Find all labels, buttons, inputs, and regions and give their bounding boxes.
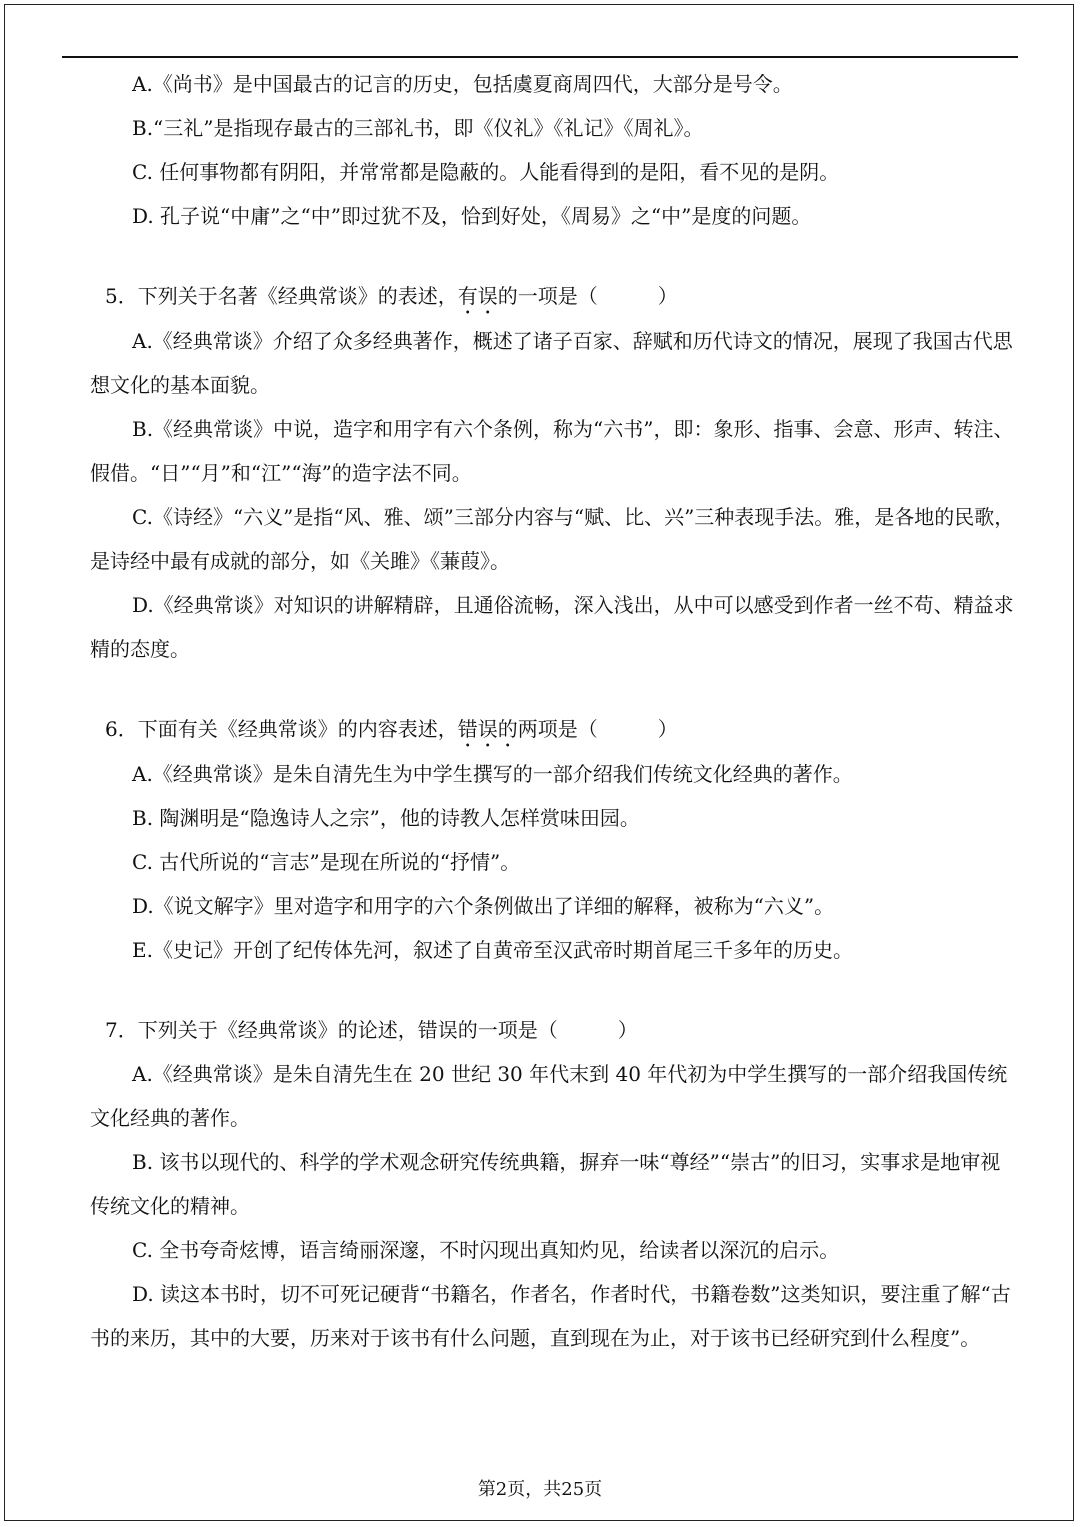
q6-option-a: A.《经典常谈》是朱自清先生为中学生撰写的一部介绍我们传统文化经典的著作。 (132, 762, 853, 786)
q7-option-b: B. 该书以现代的、科学的学术观念研究传统典籍，摒弃一味“尊经”“崇古”的旧习，实事求是地审视传统文化的精神。 (90, 1150, 1001, 1218)
q7-option-a: A.《经典常谈》是朱自清先生在 20 世纪 30 年代末到 40 年代初为中学生撰写的一部介绍我国传统文化经典的著作。 (90, 1062, 1008, 1130)
q7-option-d: D. 读这本书时，切不可死记硬背“书籍名，作者名，作者时代，书籍卷数”这类知识，要注重了解“古书的来历，其中的大要，历来对于该书有什么问题，直到现在为止，对于该书已经研究到什么程度”。 (90, 1282, 1011, 1350)
q6-option-e: E.《史记》开创了纪传体先河，叙述了自黄帝至汉武帝时期首尾三千多年的历史。 (132, 938, 853, 962)
q5-option-d: D.《经典常谈》对知识的讲解精辟，且通俗流畅，深入浅出，从中可以感受到作者一丝不苟、精益求精的态度。 (90, 593, 1014, 661)
header-rule (62, 56, 1018, 58)
q6-stem-emphasis: 错误的 (457, 717, 518, 741)
q6-option-d: D.《说文解字》里对造字和用字的六个条例做出了详细的解释，被称为“六义”。 (132, 894, 835, 918)
q6-stem-after: 两项是（ ） (517, 717, 678, 741)
q5-stem-after: 的一项是（ ） (497, 284, 678, 308)
q7-stem: 7．下列关于《经典常谈》的论述，错误的一项是（ ） (105, 1018, 638, 1042)
question-5 (90, 274, 1020, 671)
page-content (90, 62, 1020, 1360)
page-footer: 第2页，共25页 (477, 1479, 603, 1500)
q5-stem-emphasis: 有误 (457, 284, 498, 308)
q6-stem-before: 6．下面有关《经典常谈》的内容表述， (105, 717, 458, 741)
q4-option-c: C. 任何事物都有阴阳，并常常都是隐蔽的。人能看得到的是阳，看不见的是阴。 (132, 160, 840, 184)
q5-option-c: C.《诗经》“六义”是指“风、雅、颂”三部分内容与“赋、比、兴”三种表现手法。雅，是各地的民歌，是诗经中最有成就的部分，如《关雎》《蒹葭》。 (90, 505, 1015, 573)
question-4-options (90, 62, 1020, 238)
q6-stem (90, 707, 1020, 752)
q6-option-b: B. 陶渊明是“隐逸诗人之宗”，他的诗教人怎样赏味田园。 (132, 806, 640, 830)
q4-option-b: B.“三礼”是指现存最古的三部礼书，即《仪礼》《礼记》《周礼》。 (132, 116, 704, 140)
q4-option-a: A.《尚书》是中国最古的记言的历史，包括虞夏商周四代，大部分是号令。 (132, 72, 793, 96)
q6-option-c: C. 古代所说的“言志”是现在所说的“抒情”。 (132, 850, 521, 874)
q5-stem (90, 274, 1020, 319)
question-7 (90, 1008, 1020, 1360)
q5-stem-before: 5．下列关于名著《经典常谈》的表述， (105, 284, 458, 308)
q4-option-d: D. 孔子说“中庸”之“中”即过犹不及，恰到好处，《周易》之“中”是度的问题。 (132, 204, 812, 228)
q5-option-b: B.《经典常谈》中说，造字和用字有六个条例，称为“六书”，即：象形、指事、会意、形声、转注、假借。“日”“月”和“江”“海”的造字法不同。 (90, 417, 1014, 485)
q7-option-c: C. 全书夸奇炫博，语言绮丽深邃，不时闪现出真知灼见，给读者以深沉的启示。 (132, 1238, 840, 1262)
q5-option-a: A.《经典常谈》介绍了众多经典著作，概述了诸子百家、辞赋和历代诗文的情况，展现了我国古代思想文化的基本面貌。 (90, 329, 1013, 397)
question-6 (90, 707, 1020, 972)
